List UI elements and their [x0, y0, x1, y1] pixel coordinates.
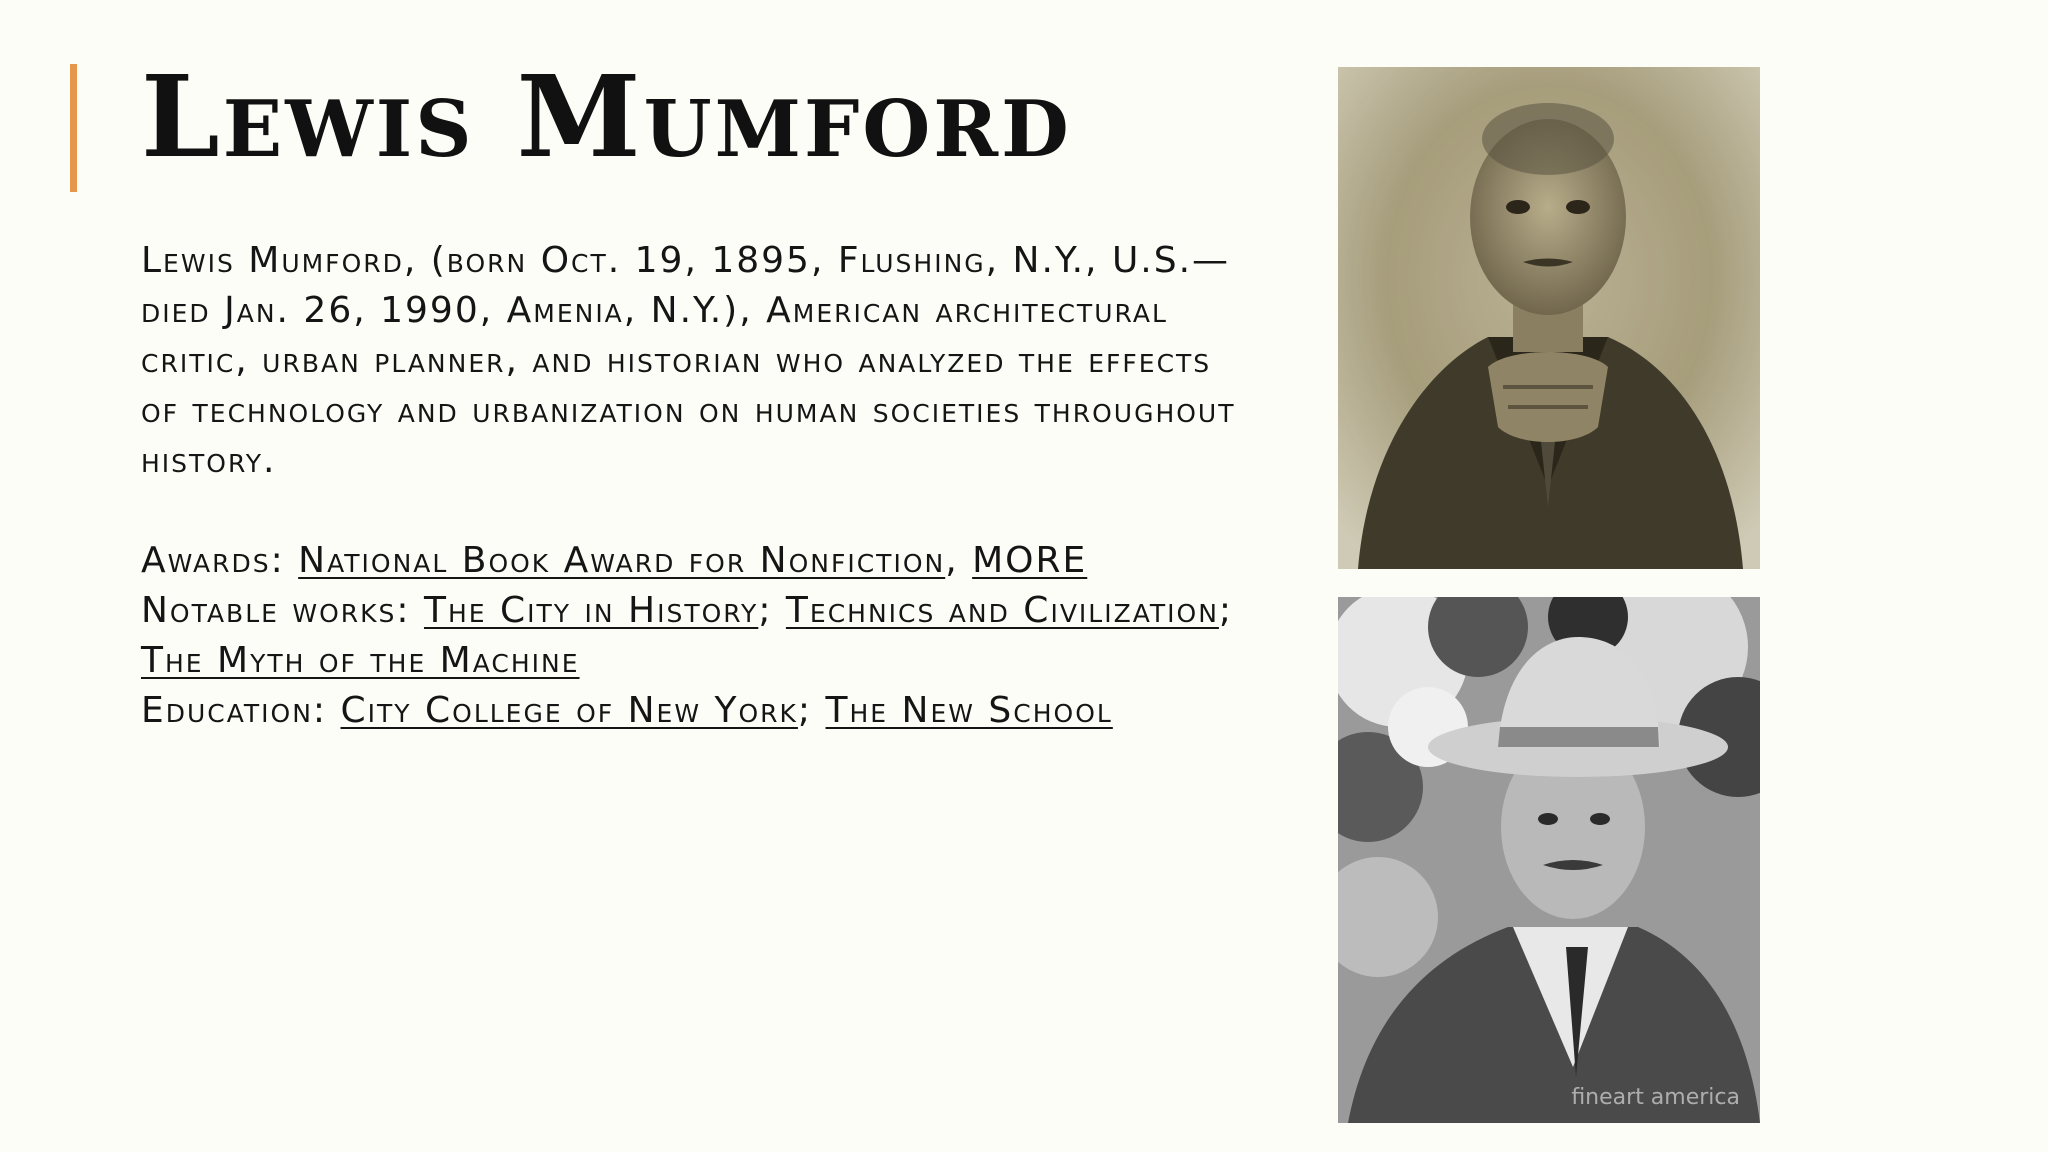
works-separator-2: ;	[1218, 590, 1234, 631]
portrait-photo-sepia	[1338, 67, 1760, 569]
education-link-city-college[interactable]: City College of New York	[340, 690, 798, 731]
awards-label: Awards:	[141, 540, 299, 581]
awards-more-link[interactable]: MORE	[972, 540, 1088, 581]
notable-works-line	[141, 586, 1251, 686]
work-link-myth-of-the-machine[interactable]: The Myth of the Machine	[141, 640, 580, 681]
education-label: Education:	[141, 690, 341, 731]
photo-watermark: fineart america	[1571, 1085, 1740, 1110]
biography-paragraph: Lewis Mumford, (born Oct. 19, 1895, Flushing, N.Y., U.S.—died Jan. 26, 1990, Amenia, N.Y.), American architectural critic, urban planner, and historian who analyzed the effects of technology and urbanization on human societies throughout history.	[141, 240, 1236, 481]
slide-body	[141, 236, 1251, 736]
title-accent-bar	[70, 64, 77, 192]
education-link-new-school[interactable]: The New School	[825, 690, 1113, 731]
works-separator-1: ;	[758, 590, 773, 631]
slide-title: Lewis Mumford	[141, 52, 1072, 183]
award-link-national-book-award[interactable]: National Book Award for Nonfiction	[298, 540, 946, 581]
portrait-photo-hat	[1338, 597, 1760, 1123]
notable-works-label: Notable works:	[141, 590, 424, 631]
education-separator: ;	[797, 690, 813, 731]
awards-line	[141, 536, 1251, 586]
portrait-hat-drawing	[1338, 597, 1760, 1123]
awards-separator: ,	[945, 540, 959, 581]
portrait-sepia-drawing	[1338, 67, 1760, 569]
work-link-technics-and-civilization[interactable]: Technics and Civilization	[785, 590, 1219, 631]
education-line	[141, 686, 1251, 736]
work-link-city-in-history[interactable]: The City in History	[423, 590, 759, 631]
